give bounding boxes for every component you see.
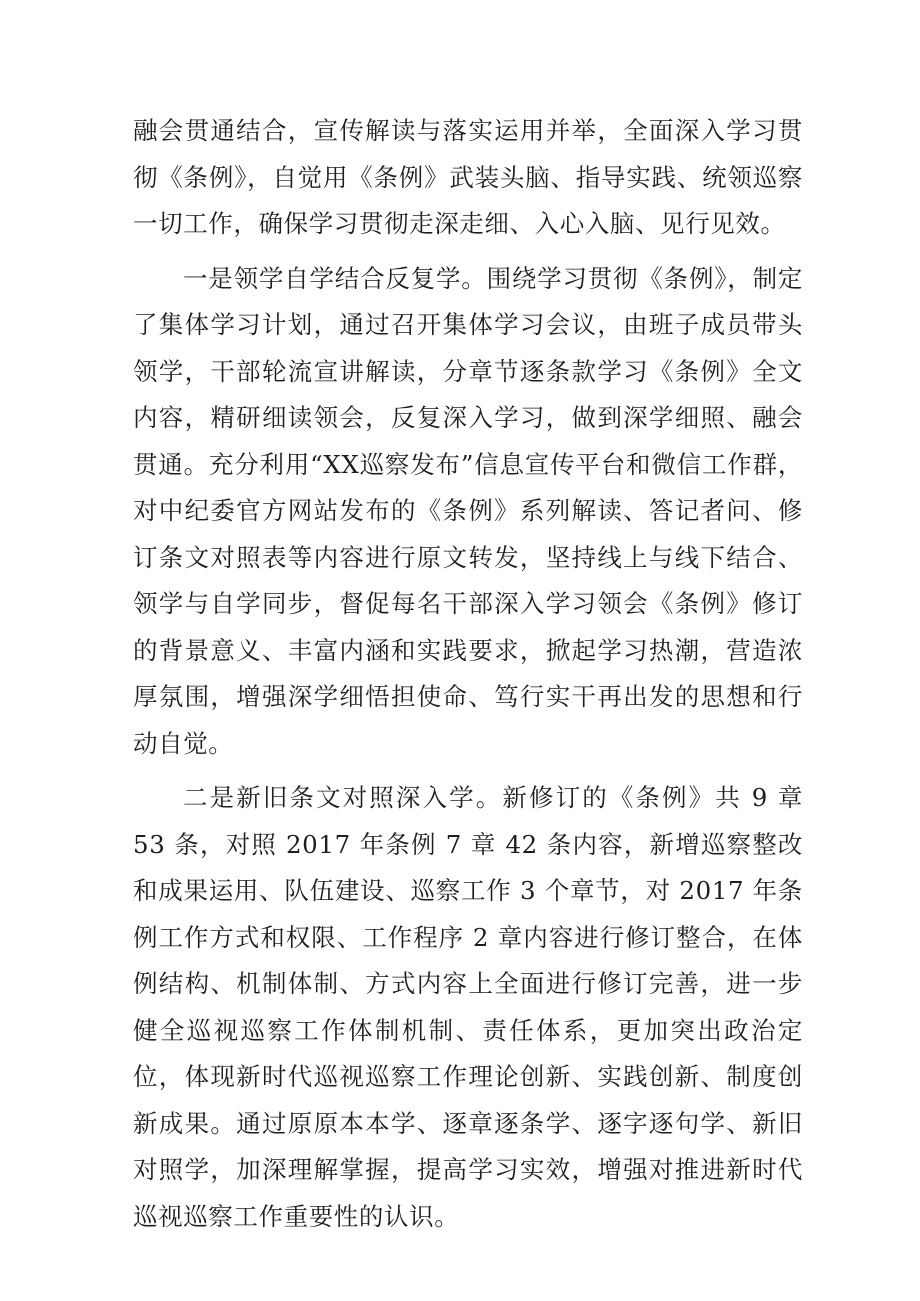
paragraph-first-point: 一是领学自学结合反复学。围绕学习贯彻《条例》，制定了集体学习计划，通过召开集体学习会议，由班子成员带头领学，干部轮流宣讲解读，分章节逐条款学习《条例》全文内容，精研细读领会，反复深入学习，做到深学细照、融会贯通。充分利用“XX巡察发布”信息宣传平台和微信工作群，对中纪委官方网站发布的《条例》系列解读、答记者问、修订条文对照表等内容进行原文转发，坚持线上与线下结合、领学与自学同步，督促每名干部深入学习领会《条例》修订的背景意义、丰富内涵和实践要求，掀起学习热潮，营造浓厚氛围，增强深学细悟担使命、笃行实干再出发的思想和行动自觉。 bbox=[133, 263, 803, 758]
paragraph-second-point: 二是新旧条文对照深入学。新修订的《条例》共 9 章 53 条，对照 2017 年条例 7 章 42 条内容，新增巡察整改和成果运用、队伍建设、巡察工作 3 个章节，对 2017 年条例工作方式和权限、工作程序 2 章内容进行修订整合，在体例结构、机制体制、方式内容上全面进行修订完善，进一步健全巡视巡察工作体制机制、责任体系，更加突出政治定位，体现新时代巡视巡察工作理论创新、实践创新、制度创新成果。通过原原本本学、逐章逐条学、逐字逐句学、新旧对照学，加深理解掌握，提高学习实效，增强对推进新时代巡视巡察工作重要性的认识。 bbox=[133, 783, 803, 1231]
paragraph-continued: 融会贯通结合，宣传解读与落实运用并举，全面深入学习贯彻《条例》，自觉用《条例》武装头脑、指导实践、统领巡察一切工作，确保学习贯彻走深走细、入心入脑、见行见效。 bbox=[133, 116, 803, 238]
document-body bbox=[133, 108, 803, 1248]
